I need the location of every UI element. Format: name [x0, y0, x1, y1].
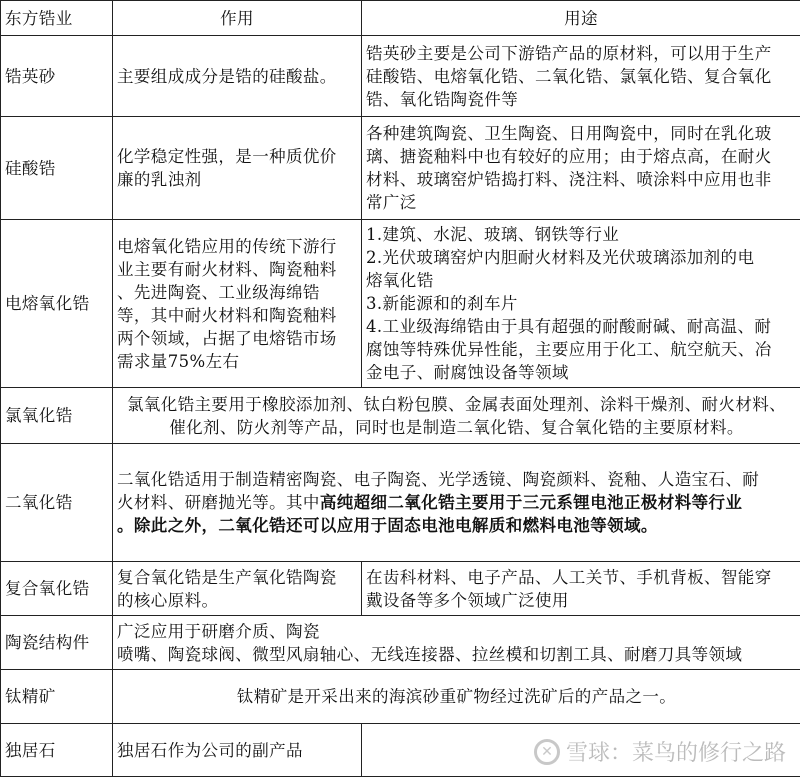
product-name: 钛精矿 — [1, 670, 113, 724]
text-line: 催化剂、防火剂等产品，同时也是制造二氧化锆、复合氧化锆的主要原材料。 — [169, 417, 744, 437]
product-name: 复合氧化锆 — [1, 562, 113, 616]
text-line: 主要组成成分是锆的硅酸盐。 — [117, 66, 337, 86]
product-name: 电熔氧化锆 — [1, 220, 113, 388]
use-cell — [362, 117, 800, 220]
text-line: 金电子、耐腐蚀设备等领域 — [366, 363, 569, 382]
product-name: 陶瓷结构件 — [1, 616, 113, 670]
text-line: 氯氧化锆主要用于橡胶添加剂、钛白粉包膜、金属表面处理剂、涂料干燥剂、耐火材料、 — [126, 394, 787, 414]
product-name: 锆英砂 — [1, 36, 113, 117]
effect-cell — [113, 562, 362, 616]
header-effect: 作用 — [113, 1, 362, 36]
text-line: 喷嘴、陶瓷球阀、微型风扇轴心、无线连接器、拉丝模和切割工具、耐磨刀具等领域 — [117, 644, 743, 664]
text-line: 廉的乳浊剂 — [117, 170, 202, 189]
table-row — [1, 670, 800, 724]
text-bold: 。除此之外，二氧化锆还可以应用于固态电池电解质和燃料电池等领域。 — [117, 516, 658, 535]
text-line: 钛精矿是开采出来的海滨砂重矿物经过洗矿后的产品之一。 — [236, 687, 677, 706]
effect-cell — [113, 117, 362, 220]
header-use: 用途 — [362, 1, 800, 36]
text-line: 2.光伏玻璃窑炉内胆耐火材料及光伏玻璃添加剂的电 — [366, 248, 755, 267]
text-line: 璃、搪瓷釉料中也有较好的应用；由于熔点高，在耐火 — [366, 147, 772, 166]
text-line: 、先进陶瓷、工业级海绵锆 — [117, 282, 320, 302]
table-row — [1, 388, 800, 444]
text-line: 化学稳定性强，是一种质优价 — [117, 147, 337, 166]
text-line: 1.建筑、水泥、玻璃、钢铁等行业 — [366, 225, 620, 244]
use-cell — [362, 36, 800, 117]
table-row — [1, 444, 800, 562]
text-line — [117, 514, 796, 537]
merged-cell — [113, 444, 800, 562]
watermark — [534, 736, 786, 767]
text-line: 各种建筑陶瓷、卫生陶瓷、日用陶瓷中，同时在乳化玻 — [366, 124, 772, 143]
text-line — [117, 491, 796, 514]
text-line: 在齿科材料、电子产品、人工关节、手机背板、智能穿 — [366, 567, 772, 587]
text-line: 的核心原料。 — [117, 590, 219, 610]
product-name: 氯氧化锆 — [1, 388, 113, 444]
table-row — [1, 220, 800, 388]
text-line: 腐蚀等特殊优异性能，主要应用于化工、航空航天、冶 — [366, 340, 772, 359]
watermark-text: 雪球：菜鸟的修行之路 — [565, 741, 786, 766]
use-cell — [362, 220, 800, 388]
merged-cell — [113, 616, 800, 670]
merged-cell — [113, 388, 800, 444]
text-line: 复合氧化锆是生产氧化锆陶瓷 — [117, 567, 337, 587]
table-row — [1, 117, 800, 220]
text-line: 硅酸锆、电熔氧化锆、二氧化锆、氯氧化锆、复合氧化 — [366, 66, 772, 86]
text-line: 二氧化锆适用于制造精密陶瓷、电子陶瓷、光学透镜、陶瓷颜料、瓷釉、人造宝石、耐 — [117, 470, 760, 489]
text-line: 戴设备等多个领域广泛使用 — [366, 590, 569, 610]
product-name: 独居石 — [1, 724, 113, 777]
use-cell — [362, 562, 800, 616]
text-line: 4.工业级海绵锆由于具有超强的耐酸耐碱、耐高温、耐 — [366, 317, 772, 336]
text-line: 熔氧化锆 — [366, 271, 434, 290]
text-line: 材料、玻璃窑炉锆捣打料、浇注料、喷涂料中应用也非 — [366, 170, 772, 189]
table-row — [1, 562, 800, 616]
effect-cell — [113, 724, 362, 777]
product-name: 硅酸锆 — [1, 117, 113, 220]
effect-cell — [113, 220, 362, 388]
merged-cell — [113, 670, 800, 724]
text-line: 等，其中耐火材料和陶瓷釉料 — [117, 305, 337, 325]
text-line: 需求量75%左右 — [117, 351, 240, 371]
header-company: 东方锆业 — [1, 1, 113, 36]
table-row — [1, 36, 800, 117]
header-row — [1, 1, 800, 36]
text-line: 锆英砂主要是公司下游锆产品的原材料，可以用于生产 — [366, 43, 772, 63]
text-line: 广泛应用于研磨介质、陶瓷 — [117, 621, 320, 641]
product-name: 二氧化锆 — [1, 444, 113, 562]
text-line: 3.新能源和的刹车片 — [366, 294, 518, 313]
text-line: 锆、氧化锆陶瓷件等 — [366, 89, 519, 109]
text-line: 常广泛 — [366, 193, 417, 212]
effect-cell — [113, 36, 362, 117]
table-row — [1, 616, 800, 670]
text-line: 独居石作为公司的副产品 — [117, 740, 303, 760]
snowball-logo-icon: ✕ — [534, 739, 560, 765]
text-line: 两个领域，占据了电熔锆市场 — [117, 328, 337, 348]
text-line: 电熔氧化锆应用的传统下游行 — [117, 236, 337, 256]
text-line: 业主要有耐火材料、陶瓷釉料 — [117, 259, 337, 279]
text-normal: 火材料、研磨抛光等。其中 — [117, 493, 320, 512]
text-bold: 高纯超细二氧化锆主要用于三元系锂电池正极材料等行业 — [319, 493, 743, 512]
